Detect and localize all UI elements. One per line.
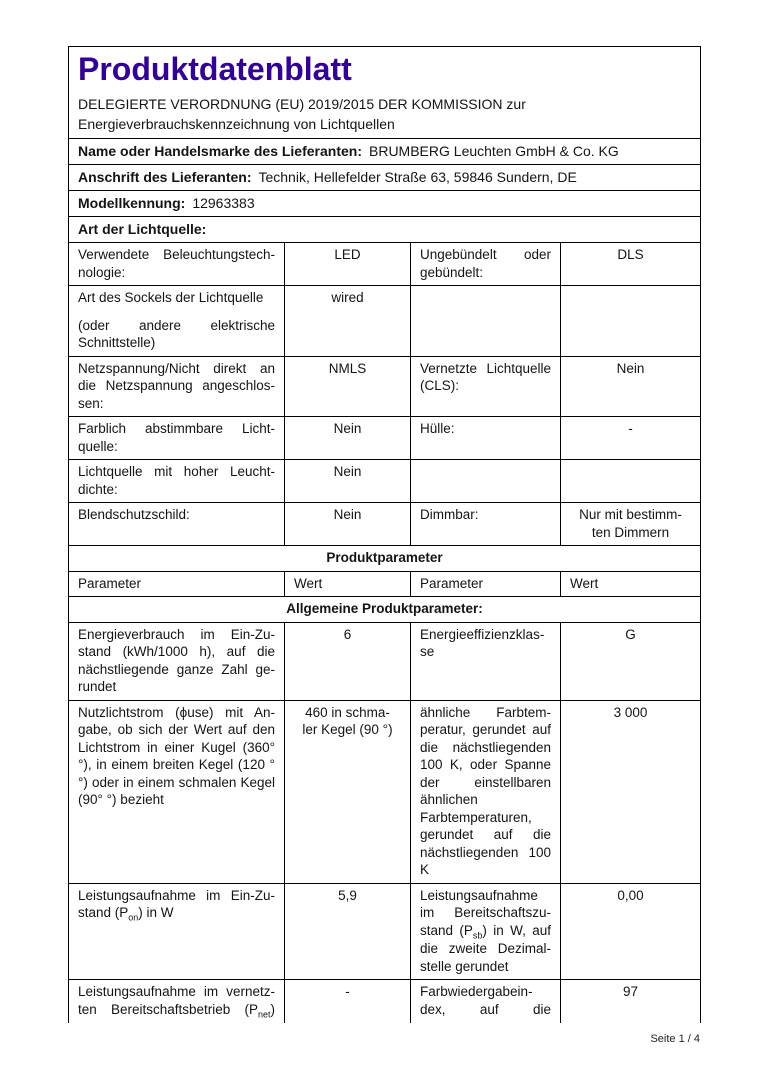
param-value: Nein [285, 417, 411, 460]
supplier-name-label: Name oder Handelsmarke des Lieferanten: [78, 143, 362, 159]
empty-cell [561, 460, 701, 503]
column-header: Parameter [411, 571, 561, 597]
param-value: wired [285, 286, 411, 357]
param-label-text: ) in W [138, 905, 174, 920]
model-id-label: Modellkennung: [78, 195, 186, 211]
column-header: Wert [285, 571, 411, 597]
param-value: LED [285, 243, 411, 286]
clipped-text [78, 983, 275, 1019]
param-label-text: ) in W, auf die zweite Dezimalstelle gerundet [420, 922, 551, 974]
section-title-row [69, 546, 701, 572]
section-title-row [69, 597, 701, 623]
param-value: Nein [561, 356, 701, 417]
empty-cell [411, 286, 561, 357]
param-label-line: Farbwiedergabein- [420, 984, 533, 1000]
table-row [69, 883, 701, 980]
param-label: Lichtquelle mit hoher Leuchtdichte: [69, 460, 285, 503]
param-label-line: Art des Sockels der Lichtquelle [78, 290, 264, 305]
model-id-row [69, 191, 701, 217]
supplier-address-cell [69, 165, 701, 191]
param-value-line: Nur mit bestimm- [579, 507, 682, 522]
param-label: ähnliche Farbtemperatur, gerundet auf die nächstliegenden 100 K, oder Spanne der einstellbaren ähnlichen Farbtemperaturen, gerundet auf die nächstliegenden 100 K [411, 700, 561, 883]
param-label: Farblich abstimmbare Lichtquelle: [69, 417, 285, 460]
param-value: - [285, 980, 411, 1024]
light-source-type-label: Art der Lichtquelle: [78, 221, 207, 237]
title-row [69, 47, 701, 139]
table-row [69, 417, 701, 460]
param-label: Ungebündelt oder gebündelt: [411, 243, 561, 286]
table-row-cut-off [69, 980, 701, 1024]
param-value: 5,9 [285, 883, 411, 980]
empty-cell [411, 460, 561, 503]
param-value: Nein [285, 503, 411, 546]
param-value-line: ler Kegel (90 °) [302, 722, 393, 737]
param-label-text: Leistungsaufnahme im Bereitschaftszustand (P [420, 887, 551, 938]
param-value: 3 000 [561, 700, 701, 883]
title-cell [69, 47, 701, 139]
param-value: 97 [561, 980, 701, 1024]
param-value: 6 [285, 622, 411, 700]
light-source-type-cell [69, 217, 701, 243]
table-row [69, 700, 701, 883]
param-value: DLS [561, 243, 701, 286]
subsection-title: Allgemeine Produktparameter: [69, 597, 701, 623]
supplier-name-row [69, 139, 701, 165]
param-label [69, 980, 285, 1024]
regulation-line-2: Energieverbrauchskennzeichnung von Lichtquellen [78, 115, 395, 132]
subscript-text: sb [472, 930, 483, 941]
model-id-cell [69, 191, 701, 217]
param-label: Verwendete Beleuchtungstechnologie: [69, 243, 285, 286]
param-label: Nutzlichtstrom (ϕuse) mit Angabe, ob sich der Wert auf den Lichtstrom in einer Kugel (360° °), in einem breiten Kegel (120 °°) oder in einem schmalen Kegel (90° °) bezieht [69, 700, 285, 883]
param-label-line: (oder andere elektrische Schnittstelle) [78, 317, 275, 350]
param-label: Vernetzte Lichtquelle (CLS): [411, 356, 561, 417]
param-value [285, 700, 411, 883]
param-label: Energieeffizienzklasse [411, 622, 561, 700]
param-value: G [561, 622, 701, 700]
param-label [69, 286, 285, 357]
param-label: Dimmbar: [411, 503, 561, 546]
param-value: NMLS [285, 356, 411, 417]
supplier-address-label: Anschrift des Lieferanten: [78, 169, 252, 185]
table-row [69, 622, 701, 700]
clipped-text [420, 983, 551, 1018]
page-title: Produktdatenblatt [78, 51, 352, 87]
product-datasheet-table [68, 46, 701, 1023]
table-row [69, 356, 701, 417]
table-row [69, 243, 701, 286]
page-number: Seite 1 / 4 [650, 1033, 700, 1046]
column-header: Wert [561, 571, 701, 597]
param-label [411, 980, 561, 1024]
light-source-type-row [69, 217, 701, 243]
table-row [69, 286, 701, 357]
table-row [69, 503, 701, 546]
param-label: Blendschutzschild: [69, 503, 285, 546]
param-label: Hülle: [411, 417, 561, 460]
supplier-address-value: Technik, Hellefelder Straße 63, 59846 Sundern, DE [258, 169, 577, 185]
param-value [561, 503, 701, 546]
param-value-line: 460 in schma- [305, 704, 390, 720]
param-label: Netzspannung/Nicht direkt an die Netzspannung angeschlossen: [69, 356, 285, 417]
param-value-line: ten Dimmern [591, 524, 670, 540]
param-value: - [561, 417, 701, 460]
model-id-value: 12963383 [192, 195, 255, 211]
param-label [69, 883, 285, 980]
regulation-line-1: DELEGIERTE VERORDNUNG (EU) 2019/2015 DER KOMMISSION zur [78, 96, 526, 112]
subscript-text: on [128, 912, 139, 923]
supplier-name-value: BRUMBERG Leuchten GmbH & Co. KG [369, 143, 619, 159]
subscript-text: net [257, 1009, 271, 1020]
param-label-text: Leistungsaufnahme im Ein-Zustand (P [78, 887, 275, 920]
param-value: 0,00 [561, 883, 701, 980]
param-label: Energieverbrauch im Ein-Zustand (kWh/1000 h), auf die nächstliegende ganze Zahl gerundet [69, 622, 285, 700]
supplier-name-cell [69, 139, 701, 165]
param-label [411, 883, 561, 980]
param-label-line [78, 1001, 275, 1020]
column-header: Parameter [69, 571, 285, 597]
param-label-text: ) [270, 1001, 275, 1017]
supplier-address-row [69, 165, 701, 191]
param-label-line: Leistungsaufnahme im vernetz- [78, 984, 275, 1000]
section-title: Produktparameter [69, 546, 701, 572]
table-row [69, 460, 701, 503]
param-label-line: dex, auf die [420, 1001, 551, 1017]
column-header-row [69, 571, 701, 597]
param-value: Nein [285, 460, 411, 503]
empty-cell [561, 286, 701, 357]
param-label-text: ten Bereitschaftsbetrieb (P [78, 1001, 258, 1017]
